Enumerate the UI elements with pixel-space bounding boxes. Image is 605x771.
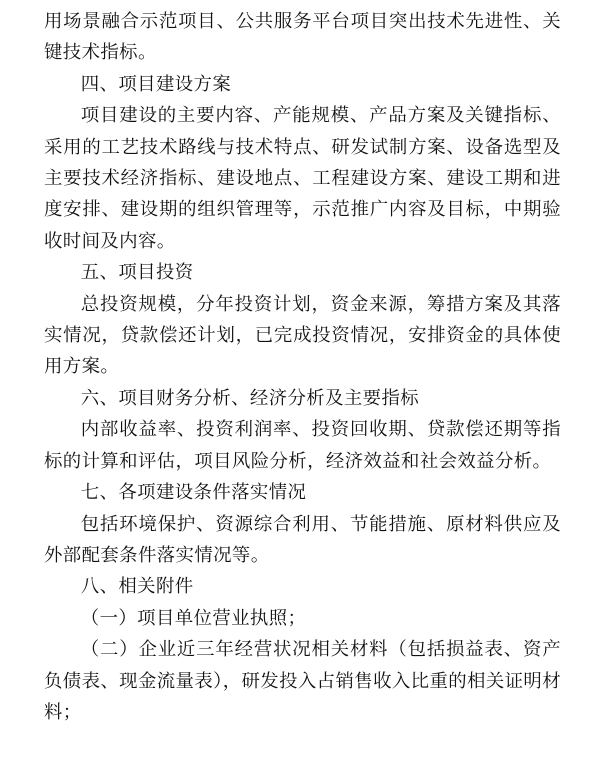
section-heading-6: 六、项目财务分析、经济分析及主要指标 — [80, 387, 420, 409]
attachment-item-1: （一）项目单位营业执照； — [80, 607, 307, 629]
paragraph-investment: 总投资规模，分年投资计划，资金来源，筹措方案及其落实情况，贷款偿还计划，已完成投资情况，安排资金的具体使用方案。 — [44, 293, 561, 378]
paragraph-continuation: 用场景融合示范项目、公共服务平台项目突出技术先进性、关键技术指标。 — [44, 11, 561, 64]
section-heading-4: 四、项目建设方案 — [80, 73, 232, 95]
attachment-item-2: （二）企业近三年经营状况相关材料（包括损益表、资产负债表、现金流量表），研发投入占销售收入比重的相关证明材料； — [44, 639, 561, 723]
paragraph-construction-conditions: 包括环境保护、资源综合利用、节能措施、原材料供应及外部配套条件落实情况等。 — [44, 513, 561, 566]
section-heading-7: 七、各项建设条件落实情况 — [80, 482, 307, 504]
section-heading-8: 八、相关附件 — [80, 576, 194, 598]
paragraph-construction-plan: 项目建设的主要内容、产能规模、产品方案及关键指标、采用的工艺技术路线与技术特点、研发试制方案、设备选型及主要技术经济指标、建设地点、工程建设方案、建设工期和进度安排、建设期的组织管理等，示范推广内容及目标，中期验收时间及内容。 — [44, 105, 561, 252]
paragraph-financial-analysis: 内部收益率、投资利润率、投资回收期、贷款偿还期等指标的计算和评估，项目风险分析，经济效益和社会效益分析。 — [44, 419, 561, 472]
section-heading-5: 五、项目投资 — [80, 262, 194, 284]
